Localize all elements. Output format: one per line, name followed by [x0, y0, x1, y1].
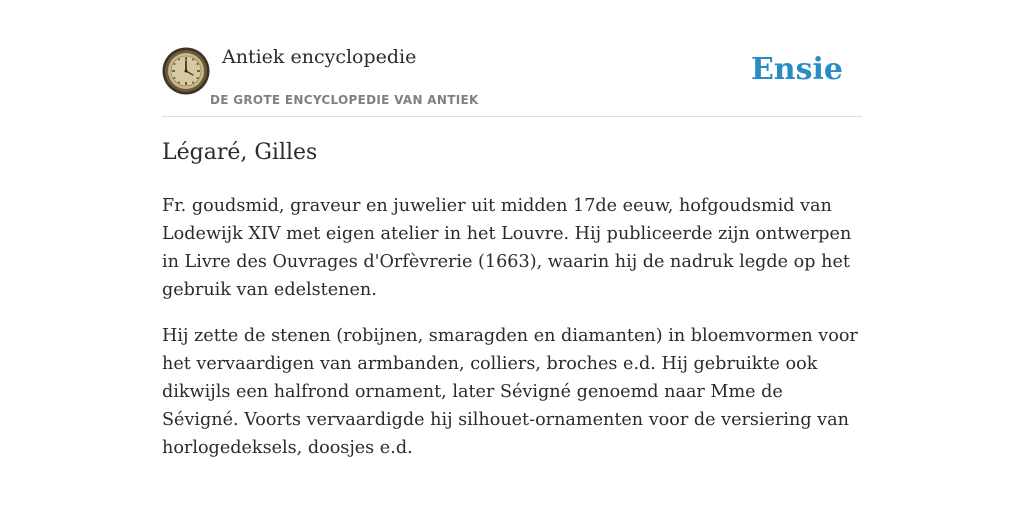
page: [162, 0, 862, 512]
article-paragraph: Fr. goudsmid, graveur en juwelier uit midden 17de eeuw, hofgoudsmid van Lodewijk XIV met eigen atelier in het Louvre. Hij publiceerde zijn ontwerpen in Livre des Ouvrages d'Orfèvrerie (1663), waarin hij de nadruk legde op het gebruik van edelstenen.: [162, 196, 852, 300]
article-body: [162, 192, 862, 480]
site-header: [162, 0, 862, 117]
site-subtitle: DE GROTE ENCYCLOPEDIE VAN ANTIEK: [210, 93, 479, 107]
site-title[interactable]: Antiek encyclopedie: [222, 46, 417, 68]
article-paragraph: Hij zette de stenen (robijnen, smaragden en diamanten) in bloemvormen voor het vervaardigen van armbanden, colliers, broches e.d. Hij gebruikte ook dikwijls een halfrond ornament, later Sévigné genoemd naar Mme de Sévigné. Voorts vervaardigde hij silhouet-ornamenten voor de versiering van horlogedeksels, doosjes e.d.: [162, 326, 858, 458]
ensie-logo-link[interactable]: Ensie: [750, 52, 843, 87]
article-title: Légaré, Gilles: [162, 140, 318, 165]
antique-clock-icon[interactable]: [162, 47, 210, 95]
